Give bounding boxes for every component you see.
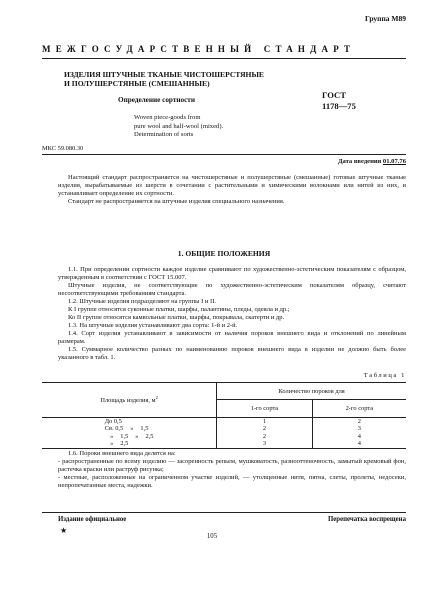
area-value (105, 440, 154, 447)
area-cell (42, 418, 217, 449)
reprint-prohibited-label: Перепечатка воспрещена (328, 516, 406, 523)
clause-paragraph: 1.3. На штучные изделия устанавливают два сорта: 1-й и 2-й. (68, 322, 238, 329)
star-mark: ★ (60, 526, 68, 535)
english-title (134, 114, 254, 140)
sort1-value: 2 (262, 425, 267, 433)
effective-date-label: Дата введения (337, 158, 382, 165)
document-subtitle: Определение сортности (118, 96, 195, 104)
clause-paragraph: 1.4. Сорт изделия устанавливают в зависимости от наличия пороков внешнего вида и отклонений по линейным размерам. (58, 330, 406, 345)
clause-paragraph: Штучные изделия, не соответствующие по художественно-эстетическим показателям образцу, считают несоответствующими требованиям стандарта. (58, 282, 406, 297)
english-title-line: Determination of sorts (134, 131, 194, 139)
clause-paragraph: 1.1. При определении сортности каждое изделие сравнивают по художественно-эстетическим показателям с образцом, утвержденным в соответствии с ГОСТ 15.007. (58, 266, 406, 281)
sort2-value: 4 (357, 440, 361, 448)
area-prefix: » (110, 440, 114, 448)
meta-rule (42, 154, 406, 155)
gost-number: 1178—75 (322, 100, 356, 111)
effective-date-value: 01.07.76 (382, 158, 406, 165)
group-label: Группа М89 (365, 14, 406, 23)
document-title (64, 70, 294, 88)
title-line: И ПОЛУШЕРСТЯНЫЕ (СМЕШАННЫЕ) (64, 79, 210, 88)
column-header-area (42, 383, 217, 418)
area-ditto: » (135, 432, 139, 440)
page-number: 105 (206, 533, 218, 540)
list-item: - распространенные по всему изделию — засоренность репьем, мушковатость, разнооттеночность, замытый кремовый фон, растечка краски или раструф рисунка; (58, 458, 406, 473)
title-line: ИЗДЕЛИЯ ШТУЧНЫЕ ТКАНЫЕ ЧИСТОШЕРСТЯНЫЕ (64, 70, 264, 79)
clause-paragraph: К I группе относятся суконные платки, шарфы, палантины, пледы, одеяла и др.; (68, 306, 290, 313)
section-body (58, 266, 406, 362)
sort1-cell (217, 418, 312, 449)
area-value (105, 418, 154, 425)
mks-code: МКС 59.080.30 (42, 145, 84, 152)
sort2-value: 4 (357, 432, 361, 440)
header-rule (42, 58, 406, 59)
sort2-value: 3 (357, 425, 361, 433)
clause-paragraph: 1.2. Штучные изделия подразделяют на группы I и II. (68, 298, 216, 305)
area-value (105, 433, 154, 440)
section-heading: 1. ОБЩИЕ ПОЛОЖЕНИЯ (177, 249, 271, 258)
table-body-row (42, 418, 406, 449)
intro-block (58, 174, 406, 206)
column-header-sort1: 1-го сорта (217, 400, 312, 418)
area-from: 0,5 (115, 425, 124, 433)
column-header-count: Количество пороков для (217, 383, 406, 400)
sort2-value: 2 (357, 418, 361, 425)
effective-date (338, 158, 406, 165)
area-header-text: Площадь изделия, м (100, 397, 156, 405)
area-to: 1,5 (140, 425, 149, 433)
english-title-line: pure wool and half-wool (mixed). (134, 122, 224, 130)
sort1-value: 3 (262, 440, 267, 448)
clause-paragraph: 1.5. Суммарное количество разных по наименованию пороков внешнего вида в изделии не должно быть более указанного в табл. 1. (58, 346, 406, 361)
footer-rule (42, 512, 406, 513)
defects-classification (58, 450, 406, 490)
official-edition-label: Издание официальное (58, 516, 127, 523)
area-list (105, 418, 154, 448)
clause-paragraph: Ко II группе относятся камвольные платки, шарфы, покрывала, скатерти и др. (68, 314, 285, 321)
area-prefix: Св. (104, 425, 114, 433)
standard-banner: МЕЖГОСУДАРСТВЕННЫЙ СТАНДАРТ (42, 44, 356, 54)
english-title-line: Woven piece-goods from (134, 114, 201, 121)
table-caption: Таблица 1 (363, 372, 406, 379)
column-header-sort2: 2-го сорта (312, 400, 406, 418)
area-ditto: » (130, 425, 134, 433)
gost-label: ГОСТ (322, 90, 346, 100)
area-header-sup: 2 (155, 395, 158, 401)
clause-paragraph: 1.6. Пороки внешнего вида делятся на: (68, 450, 176, 457)
sort1-value: 1 (262, 418, 267, 425)
intro-paragraph: Стандарт не распространяется на штучные изделия специального назначения. (68, 198, 285, 205)
intro-paragraph: Настоящий стандарт распространяется на чистошерстяные и полушерстяные (смешанные) готовые штучные тканые изделия, вырабатываемые из шерсти в сочетании с растительными и химическими волокнами или нитей из них, и устанавливает определение их сортности. (58, 174, 406, 197)
sort1-value: 2 (262, 432, 267, 440)
sort2-cell (312, 418, 406, 449)
area-from: 0,5 (113, 418, 122, 425)
area-to: 2,5 (145, 432, 154, 440)
area-from: 2,5 (120, 440, 129, 448)
gost-code (322, 90, 382, 111)
area-prefix: » (110, 432, 114, 440)
list-item: - местные, расположенные на ограниченном участке изделий, — утолщенные нити, пятна, слеты, пролеты, недосеки, непропечатанные места, надежки. (58, 474, 406, 489)
area-value (105, 425, 154, 432)
defects-table (42, 382, 406, 449)
area-from: 1,5 (120, 432, 129, 440)
area-prefix: До (104, 418, 113, 425)
